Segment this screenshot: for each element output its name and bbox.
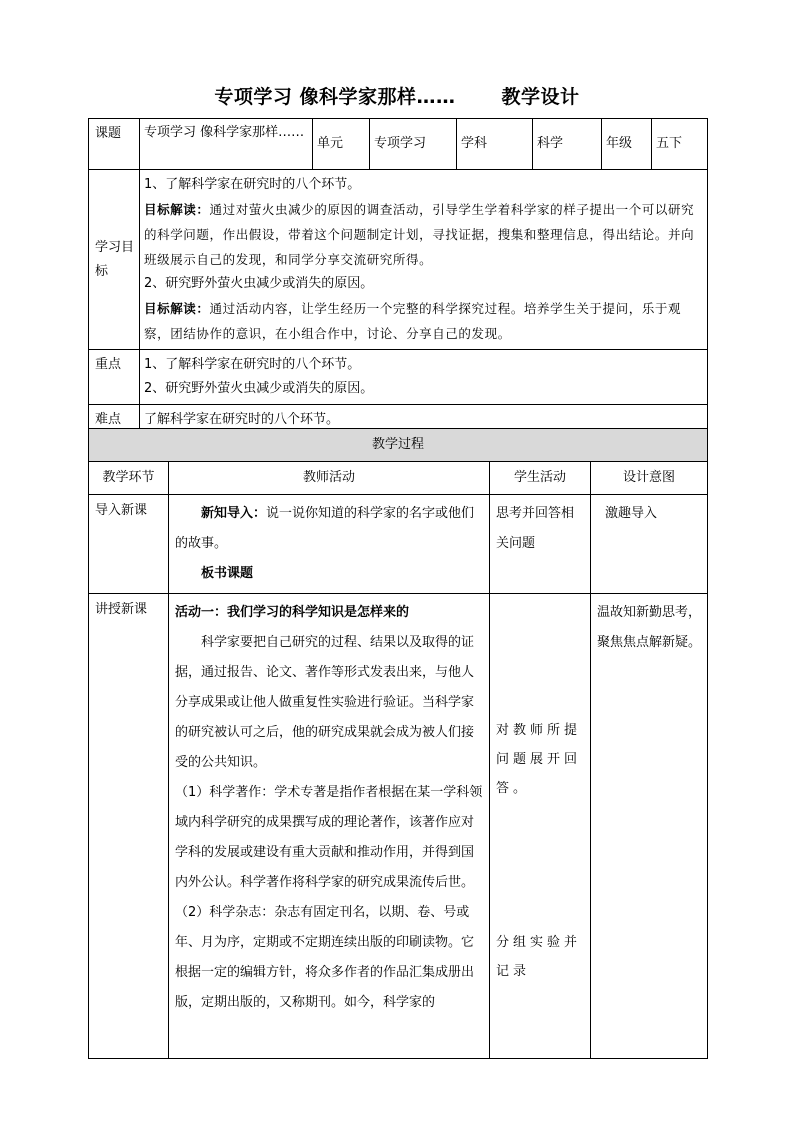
unit-label: 单元 [313, 119, 370, 170]
subject-value: 科学 [533, 119, 602, 170]
intro-teacher [169, 495, 490, 594]
key-item-2: 2、研究野外萤火虫减少或消失的原因。 [144, 381, 374, 396]
explain-text-2: 通过活动内容，让学生经历一个完整的科学探究过程。培养学生关于提问，乐于观察，团结协作的意识，在小组合作中，讨论、分享自己的发现。 [144, 301, 682, 341]
process-table [88, 428, 708, 1059]
info-table [88, 118, 708, 436]
explain-label-1: 目标解读： [144, 202, 210, 217]
col-stage: 教学环节 [89, 462, 169, 495]
intro-student: 思考并回答相关问题 [490, 495, 591, 594]
col-teacher: 教师活动 [169, 462, 490, 495]
document-title [0, 82, 794, 109]
objective-1: 1、了解科学家在研究时的八个环节。 [144, 177, 361, 192]
objective-1-explain [144, 197, 703, 272]
title-part1: 专项学习 像科学家那样…… [214, 86, 456, 108]
topic-label: 课题 [89, 119, 140, 170]
para-2: （1）科学著作：学术专著是指作者根据在某一学科领域内科学研究的成果撰写成的理论著作，该著作应对学科的发展或建设有重大贡献和推动作用，并得到国内外公认。科学著作将科学家的研究成果流传后世。 [175, 785, 483, 890]
intro-purpose: 激趣导入 [591, 495, 708, 594]
intro-stage: 导入新课 [89, 495, 169, 594]
process-header: 教学过程 [89, 429, 708, 462]
objective-2-explain [144, 296, 703, 346]
difficulty-text: 了解科学家在研究时的八个环节。 [140, 405, 708, 436]
intro-teacher-bold: 新知导入： [201, 506, 267, 521]
student-answer: 对教师所提问题展开回答。 [496, 723, 582, 796]
topic-value: 专项学习 像科学家那样…… [140, 119, 313, 170]
title-part2: 教学设计 [501, 86, 580, 108]
key-label: 重点 [89, 350, 140, 405]
explain-text-1: 通过对萤火虫减少的原因的调查活动，引导学生学着科学家的样子提出一个可以研究的科学问题，作出假设，带着这个问题制定计划，寻找证据，搜集和整理信息，得出结论。并向班级展示自己的发现，和同学分享交流研究所得。 [144, 202, 695, 267]
unit-value: 专项学习 [370, 119, 457, 170]
col-student: 学生活动 [490, 462, 591, 495]
objective-2: 2、研究野外萤火虫减少或消失的原因。 [144, 276, 374, 291]
para-3: （2）科学杂志：杂志有固定刊名，以期、卷、号或年、月为序，定期或不定期连续出版的印刷读物。它根据一定的编辑方针，将众多作者的作品汇集成册出版，定期出版的，又称期刊。如今，科学家的 [175, 905, 475, 1010]
difficulty-label: 难点 [89, 405, 140, 436]
key-item-1: 1、了解科学家在研究时的八个环节。 [144, 357, 361, 372]
subject-label: 学科 [457, 119, 533, 170]
new-teacher [169, 594, 490, 1059]
grade-label: 年级 [602, 119, 652, 170]
new-purpose: 温故知新勤思考，聚焦焦点解新疑。 [591, 594, 708, 1059]
intro-board: 板书课题 [201, 566, 254, 581]
activity-title: 活动一：我们学习的科学知识是怎样来的 [175, 605, 410, 620]
intro-teacher-text: 说一说你知道的科学家的名字或他们的故事。 [175, 506, 475, 551]
explain-label-2: 目标解读： [144, 301, 210, 316]
new-stage: 讲授新课 [89, 594, 169, 1059]
new-student [490, 594, 591, 1059]
objectives-content [140, 170, 708, 350]
grade-value: 五下 [652, 119, 708, 170]
objectives-label: 学习目标 [89, 170, 140, 350]
col-purpose: 设计意图 [591, 462, 708, 495]
student-experiment: 分组实验并记录 [496, 935, 582, 979]
key-content [140, 350, 708, 405]
para-1: 科学家要把自己研究的过程、结果以及取得的证据，通过报告、论文、著作等形式发表出来，与他人分享成果或让他人做重复性实验进行验证。当科学家的研究被认可之后，他的研究成果就会成为被人们接受的公共知识。 [175, 635, 475, 770]
